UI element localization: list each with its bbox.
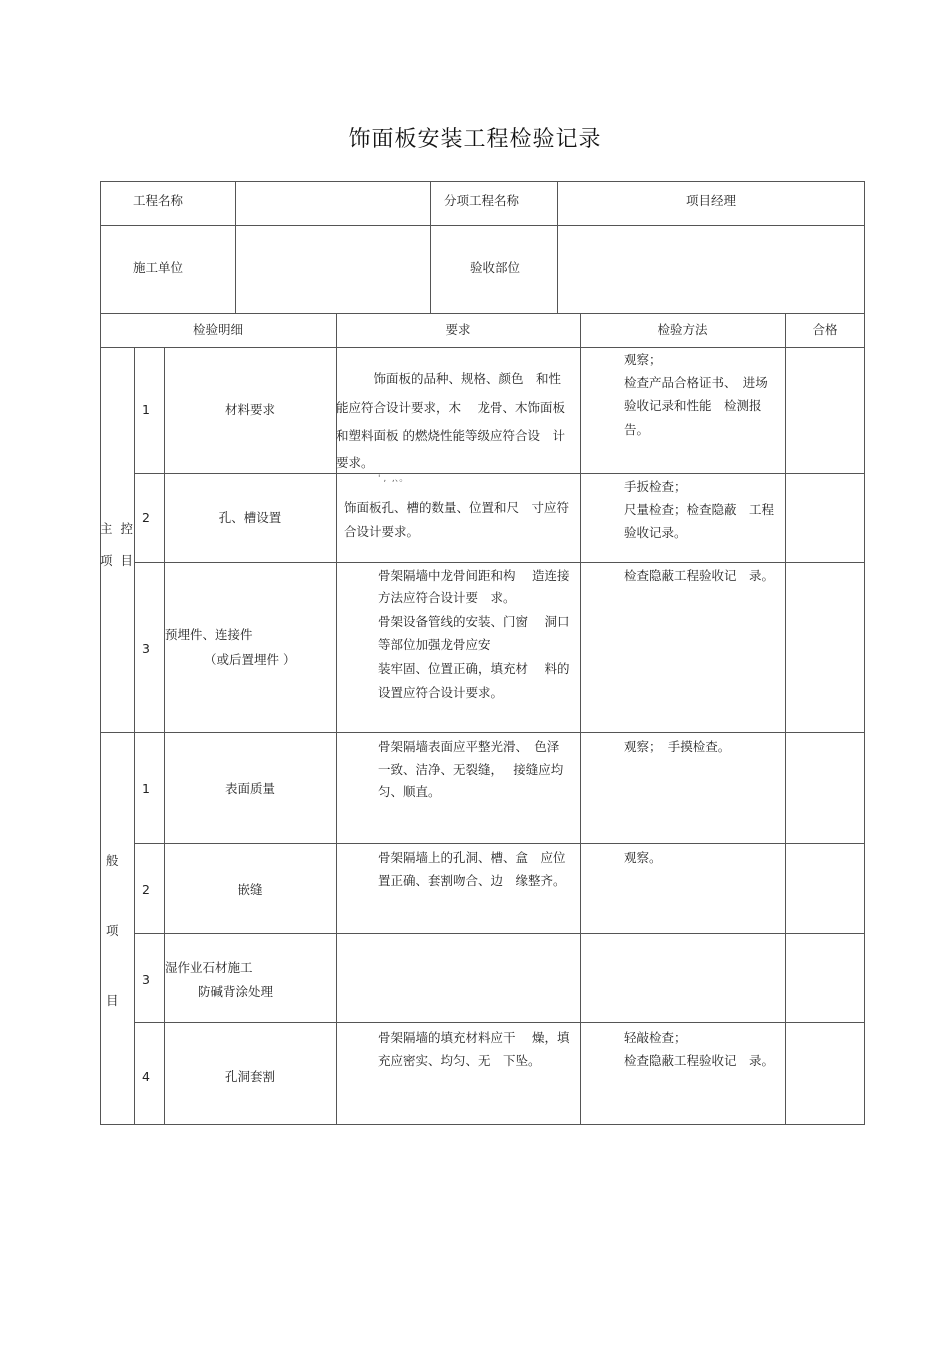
- acceptance-part-label: 验收部位: [470, 260, 521, 275]
- requirement-text: 能应符合设计要求，木 龙骨、木饰面板: [336, 400, 565, 415]
- method-text: 轻敲检查；: [624, 1030, 687, 1045]
- column-divider: [235, 181, 236, 313]
- item-name: 湿作业石材施工: [165, 960, 253, 975]
- requirement-text: 充应密实、均匀、无 下坠。: [378, 1053, 541, 1068]
- row-divider: [100, 313, 865, 314]
- method-text: 检查隐蔽工程验收记 录。: [624, 568, 775, 583]
- method-text: 观察；: [624, 352, 662, 367]
- requirement-text: 等部位加强龙骨应安: [378, 637, 491, 652]
- requirement-text: 骨架设备管线的安装、门窗 洞口: [378, 614, 570, 629]
- item-name: （或后置埋件 ）: [204, 652, 296, 667]
- table-border-bottom: [100, 1124, 865, 1125]
- general-group-label: 目: [106, 993, 119, 1008]
- item-name: 预埋件、连接件: [165, 627, 253, 642]
- project-manager-label: 项目经理: [685, 193, 736, 208]
- row-divider: [134, 562, 865, 563]
- column-header-requirement: 要求: [445, 322, 471, 337]
- column-divider: [430, 181, 431, 313]
- method-text: 验收记录和性能 检测报: [624, 398, 762, 413]
- row-divider: [100, 732, 865, 733]
- method-text: 尺量检查；检查隐蔽 工程: [624, 502, 775, 517]
- item-name: 孔、槽设置: [218, 510, 282, 525]
- method-text: 告。: [624, 422, 650, 437]
- sub-project-name-label: 分项工程名称: [444, 193, 520, 208]
- requirement-text: 合设计要求。: [344, 524, 420, 539]
- requirement-text: 骨架隔墙上的孔洞、槽、盒 应位: [378, 850, 566, 865]
- general-group-label: 般: [106, 853, 119, 868]
- column-divider: [580, 313, 581, 1125]
- row-divider: [134, 473, 865, 474]
- main-control-label: 主 控: [100, 521, 133, 536]
- column-header-pass: 合格: [812, 322, 838, 337]
- method-text: 检查产品合格证书、 进场: [624, 375, 768, 390]
- item-name: 表面质量: [224, 781, 275, 796]
- item-number: 2: [142, 510, 150, 525]
- table-border-top: [100, 181, 865, 182]
- method-text: 验收记录。: [624, 525, 687, 540]
- method-text: 手扳检查；: [624, 479, 687, 494]
- item-name: 孔洞套割: [224, 1069, 275, 1084]
- item-number: 4: [142, 1069, 150, 1084]
- column-header-detail: 检验明细: [192, 322, 243, 337]
- requirement-text: 一致、洁净、无裂缝， 接缝应均: [378, 762, 564, 777]
- item-number: 2: [142, 882, 150, 897]
- requirement-text: 骨架隔墙表面应平整光滑、 色泽: [378, 739, 560, 754]
- requirement-text: 要求。: [336, 455, 374, 470]
- requirement-text: 饰面板孔、槽的数量、位置和尺 寸应符: [344, 500, 570, 515]
- project-name-label: 工程名称: [133, 193, 184, 208]
- requirement-text: 骨架隔墙的填充材料应干 燥，填: [378, 1030, 570, 1045]
- method-text: 检查隐蔽工程验收记 录。: [624, 1053, 775, 1068]
- requirement-text: 匀、顺直。: [378, 784, 441, 799]
- requirement-text: 置正确、套割吻合、边 缘整齐。: [378, 873, 566, 888]
- method-text: 观察； 手摸检查。: [624, 739, 731, 754]
- document-title: 饰面板安装工程检验记录: [348, 127, 602, 152]
- row-divider: [134, 843, 865, 844]
- item-number: 3: [142, 641, 150, 656]
- requirement-text: 骨架隔墙中龙骨间距和构 造连接: [378, 568, 570, 583]
- item-name: 材料要求: [224, 402, 275, 417]
- requirement-text: 饰面板的品种、规格、颜色 和性: [336, 371, 562, 386]
- item-number: 1: [142, 402, 150, 417]
- column-divider: [785, 313, 786, 1125]
- method-text: 观察。: [624, 850, 662, 865]
- row-divider: [134, 1022, 865, 1023]
- column-divider: [134, 347, 135, 1125]
- main-control-label: 项 目: [100, 553, 133, 568]
- requirement-text: 设置应符合设计要求。: [378, 685, 504, 700]
- row-divider: [134, 933, 865, 934]
- requirement-text: 方法应符合设计要 求。: [378, 590, 516, 605]
- general-group-label: 项: [106, 923, 119, 938]
- column-header-method: 检验方法: [657, 322, 708, 337]
- item-name: 防碱背涂处理: [198, 984, 274, 999]
- requirement-stray-marks: ' , ,、。: [378, 474, 409, 484]
- construction-unit-label: 施工单位: [133, 260, 184, 275]
- row-divider: [100, 225, 865, 226]
- requirement-text: 和塑料面板 的燃烧性能等级应符合设 计: [336, 428, 565, 443]
- column-divider: [164, 347, 165, 1125]
- requirement-text: 装牢固、位置正确，填充材 料的: [378, 661, 570, 676]
- row-divider: [100, 347, 865, 348]
- item-number: 3: [142, 972, 150, 987]
- item-name: 嵌缝: [237, 882, 263, 897]
- item-number: 1: [142, 781, 150, 796]
